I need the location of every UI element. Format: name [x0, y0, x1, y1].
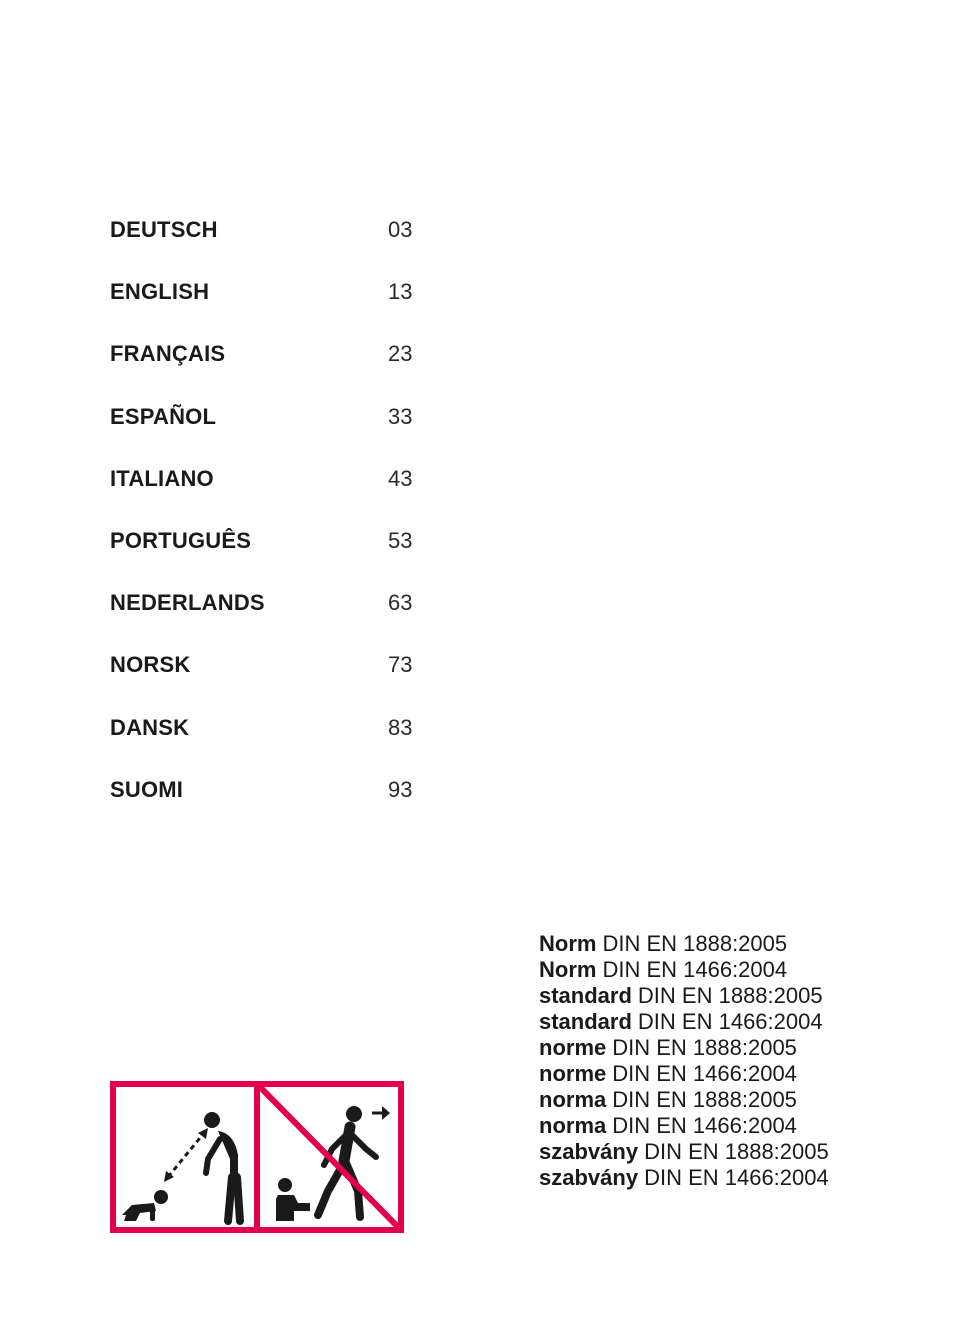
norm-term: norme: [539, 1035, 607, 1060]
adult-arm-icon: [206, 1139, 220, 1173]
toc-language[interactable]: FRANÇAIS: [110, 341, 226, 367]
norm-line: [539, 1165, 829, 1191]
toc-row[interactable]: [110, 462, 430, 524]
toc-language[interactable]: NORSK: [110, 652, 191, 678]
norm-spec: DIN EN 1888:2005: [644, 1139, 829, 1164]
toc-language[interactable]: PORTUGUÊS: [110, 527, 252, 553]
norms-list: [539, 931, 829, 1191]
arrowhead-icon: [198, 1128, 208, 1139]
toc-language[interactable]: ESPAÑOL: [110, 403, 217, 429]
norm-line: [539, 1009, 829, 1035]
toc-page-number: 73: [388, 652, 413, 678]
norm-term: norme: [539, 1061, 607, 1086]
norm-term: norma: [539, 1113, 607, 1138]
toc-language[interactable]: ENGLISH: [110, 279, 210, 305]
norm-term: Norm: [539, 957, 597, 982]
toc-language[interactable]: DANSK: [110, 714, 190, 740]
norm-term: standard: [539, 983, 632, 1008]
norm-line: [539, 983, 829, 1009]
norm-line: [539, 1139, 829, 1165]
norm-line: [539, 1113, 829, 1139]
toc-page-number: 03: [388, 217, 413, 242]
norm-spec: DIN EN 1466:2004: [602, 957, 788, 982]
norm-term: szabvány: [539, 1139, 639, 1164]
toc-language[interactable]: NEDERLANDS: [110, 590, 265, 616]
adult-leg-icon: [237, 1177, 240, 1221]
norm-spec: DIN EN 1888:2005: [637, 983, 823, 1008]
adult-leaving-child-prohibited-icon: [257, 1084, 401, 1230]
norm-line: [539, 957, 829, 983]
baby-arm-icon: [150, 1207, 155, 1221]
toc-row[interactable]: [110, 711, 430, 773]
toc-page-number: 53: [388, 527, 413, 553]
norm-term: Norm: [539, 931, 597, 956]
safety-pictogram: [110, 1081, 404, 1233]
toc-page-number: 23: [388, 341, 413, 367]
toc-page-number: 93: [388, 776, 413, 802]
toc-page-number: 63: [388, 590, 413, 616]
table-of-contents: [110, 213, 430, 835]
norm-spec: DIN EN 1888:2005: [602, 931, 788, 956]
norm-spec: DIN EN 1466:2004: [612, 1061, 797, 1086]
adult-supervising-child-icon: [113, 1084, 257, 1230]
norm-term: szabvány: [539, 1165, 639, 1190]
toc-row[interactable]: [110, 773, 430, 835]
norm-term: standard: [539, 1009, 632, 1034]
arrowhead-icon: [382, 1106, 390, 1120]
toc-row[interactable]: [110, 400, 430, 462]
toc-row[interactable]: [110, 648, 430, 710]
norm-line: [539, 1087, 829, 1113]
adult-head-icon: [346, 1106, 362, 1122]
toc-row[interactable]: [110, 524, 430, 586]
dashed-line-icon: [168, 1133, 204, 1177]
adult-leg-icon: [228, 1177, 232, 1221]
toc-row[interactable]: [110, 275, 430, 337]
toc-language[interactable]: SUOMI: [110, 776, 184, 802]
norm-term: norma: [539, 1087, 607, 1112]
norm-spec: DIN EN 1888:2005: [612, 1087, 797, 1112]
arrowhead-icon: [164, 1171, 174, 1182]
baby-body-icon: [276, 1195, 310, 1221]
norm-spec: DIN EN 1466:2004: [644, 1165, 829, 1190]
norm-line: [539, 1061, 829, 1087]
norm-line: [539, 931, 829, 957]
toc-language[interactable]: DEUTSCH: [110, 217, 218, 242]
norm-spec: DIN EN 1466:2004: [612, 1113, 797, 1138]
toc-page-number: 43: [388, 465, 413, 491]
adult-head-icon: [204, 1112, 220, 1128]
norm-spec: DIN EN 1466:2004: [637, 1009, 823, 1034]
toc-row[interactable]: [110, 337, 430, 399]
toc-language[interactable]: ITALIANO: [110, 465, 214, 491]
toc-page-number: 83: [388, 714, 413, 740]
norm-spec: DIN EN 1888:2005: [612, 1035, 797, 1060]
toc-page-number: 13: [388, 279, 413, 305]
toc-row[interactable]: [110, 586, 430, 648]
baby-head-icon: [278, 1178, 292, 1192]
adult-arm-icon: [352, 1135, 376, 1157]
toc-row[interactable]: [110, 213, 430, 275]
toc-page-number: 33: [388, 403, 413, 429]
norm-line: [539, 1035, 829, 1061]
baby-head-icon: [154, 1190, 168, 1204]
